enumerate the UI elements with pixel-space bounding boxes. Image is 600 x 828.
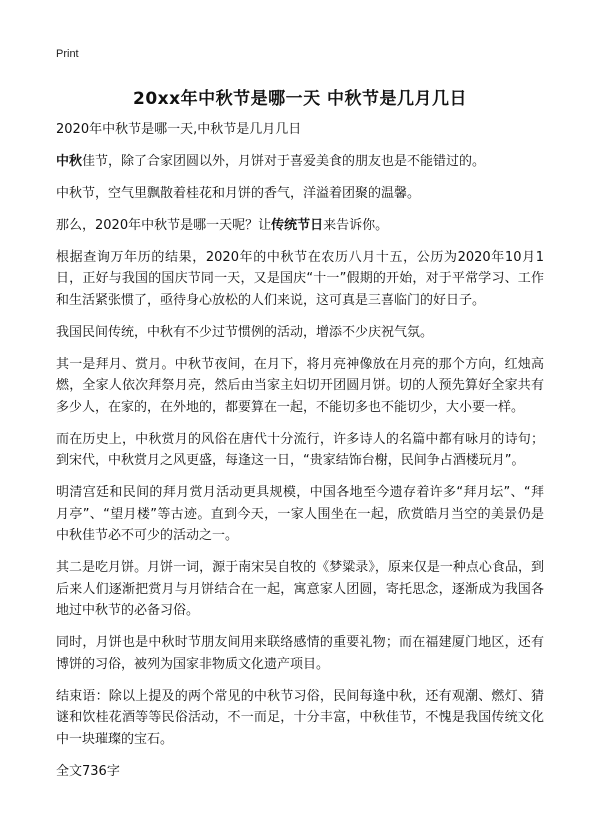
paragraph-question-before: 那么，2020年中秋节是哪一天呢？让 [56,217,272,233]
article-subtitle: 2020年中秋节是哪一天,中秋节是几月几日 [56,122,302,137]
paragraph-intro [56,151,544,173]
paragraph-history: 而在历史上，中秋赏月的风俗在唐代十分流行，许多诗人的名篇中都有咏月的诗句；到宋代，中秋赏月之风更盛，每逢这一日，“贵家结饰台榭，民间争占酒楼玩月”。 [56,431,544,468]
page-title: 20xx年中秋节是哪一天 中秋节是几月几日 [132,89,467,109]
article-body [56,119,544,793]
word-count: 全文736字 [56,763,120,779]
paragraph-gift: 同时，月饼也是中秋时节朋友间用来联络感情的重要礼物；而在福建厦门地区，还有博饼的习俗，被列为国家非物质文化遗产项目。 [56,635,544,672]
paragraph-conclusion: 结束语：除以上提及的两个常见的中秋节习俗，民间每逢中秋，还有观潮、燃灯、猜谜和饮桂花酒等等民俗活动，不一而足，十分丰富，中秋佳节，不愧是我国传统文化中一块璀璨的宝石。 [56,688,544,747]
paragraph-customs: 我国民间传统，中秋有不少过节惯例的活动，增添不少庆祝气氛。 [56,324,434,340]
paragraph-date: 根据查询万年历的结果，2020年的中秋节在农历八月十五，公历为2020年10月1日，正好与我国的国庆节同一天，又是国庆“十一”假期的开始，对于平常学习、工作和生活紧张惯了，亟待身心放松的人们来说，这可真是三喜临门的好日子。 [56,249,544,308]
paragraph-intro-text: 佳节，除了合家团圆以外，月饼对于喜爱美食的朋友也是不能错过的。 [82,153,486,169]
bold-keyword-traditional-festival: 传统节日 [271,217,324,233]
paragraph-question [56,215,544,237]
paragraph-atmosphere: 中秋节，空气里飘散着桂花和月饼的香气，洋溢着团聚的温馨。 [56,185,421,201]
bold-keyword-mid-autumn: 中秋 [56,153,83,169]
paragraph-mooncake: 其二是吃月饼。月饼一词，源于南宋吴自牧的《梦粱录》，原来仅是一种点心食品，到后来人们逐渐把赏月与月饼结合在一起，寓意家人团圆，寄托思念，逐渐成为我国各地过中秋节的必备习俗。 [56,560,544,618]
print-label[interactable]: Print [56,48,79,60]
paragraph-question-after: 来告诉你。 [323,217,389,233]
paragraph-ming-qing: 明清宫廷和民间的拜月赏月活动更具规模，中国各地至今遗存着许多“拜月坛”、“拜月亭”、“望月楼”等古迹。直到今天，一家人围坐在一起，欣赏皓月当空的美景仍是中秋佳节必不可少的活动之一。 [56,485,544,543]
paragraph-moon-worship: 其一是拜月、赏月。中秋节夜间，在月下，将月亮神像放在月亮的那个方向，红烛高燃，全家人依次拜祭月亮，然后由当家主妇切开团圆月饼。切的人预先算好全家共有多少人，在家的，在外地的，都要算在一起，不能切多也不能切少，大小要一样。 [56,356,544,415]
